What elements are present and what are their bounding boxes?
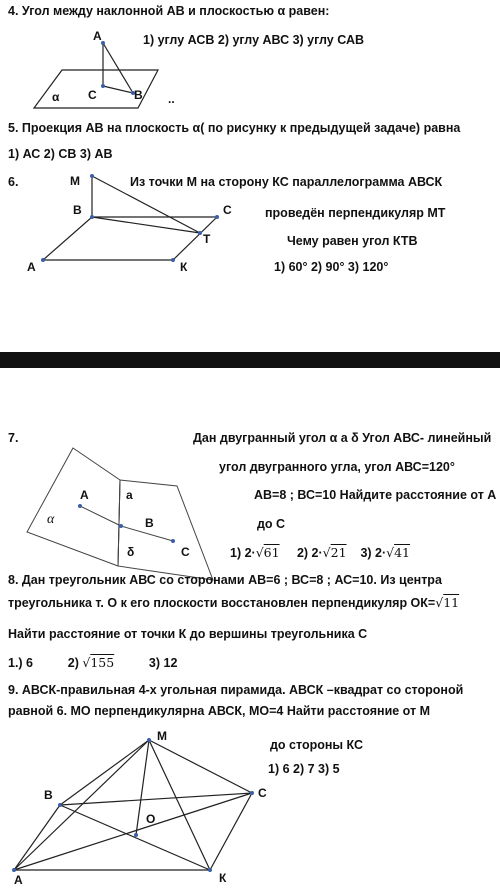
q9-point-o bbox=[134, 833, 138, 837]
q7-point-b bbox=[119, 524, 123, 528]
q9-label-k: К bbox=[219, 871, 227, 885]
q8-option2-prefix: 2) bbox=[67, 656, 79, 670]
q7-option3-radicand: 41 bbox=[394, 545, 411, 560]
q8-line1: 8. Дан треугольник АВС со сторонами АВ=6 ; ВС=8 ; АС=10. Из центра bbox=[8, 573, 442, 587]
q6-point-t bbox=[198, 231, 202, 235]
q9-edge-ma bbox=[14, 740, 149, 870]
q6-point-c bbox=[215, 215, 219, 219]
q9-label-o: О bbox=[146, 812, 156, 826]
q9-point-k bbox=[208, 868, 212, 872]
q7-point-c bbox=[171, 539, 175, 543]
q6-point-k bbox=[171, 258, 175, 262]
q9-label-c: С bbox=[258, 786, 267, 800]
q7-line2: угол двугранного угла, угол АВС=120° bbox=[219, 460, 455, 474]
q9-figure bbox=[14, 740, 252, 870]
q7-option2-sqrt-sign: √ bbox=[322, 545, 331, 560]
q9-point-a bbox=[12, 868, 16, 872]
q7-option2-radicand: 21 bbox=[330, 545, 347, 560]
q6-options: 1) 60° 2) 90° 3) 120° bbox=[274, 260, 389, 274]
q6-line3: Чему равен угол КТВ bbox=[287, 234, 418, 248]
q9-point-m bbox=[147, 738, 151, 742]
q6-label-m: М bbox=[70, 174, 80, 188]
q5-text: 5. Проекция АВ на плоскость α( по рисунку к предыдущей задаче) равна bbox=[8, 121, 461, 135]
q8-option2-radicand: 155 bbox=[90, 655, 115, 670]
q7-num: 7. bbox=[8, 431, 19, 445]
q7-options bbox=[230, 545, 410, 561]
q6-label-b: В bbox=[73, 203, 82, 217]
q7-option1-sqrt-sign: √ bbox=[255, 545, 264, 560]
q4-segment-ab bbox=[103, 43, 133, 93]
q4-options: 1) углу АСВ 2) углу АВС 3) углу САВ bbox=[143, 33, 364, 47]
q6-parallelogram bbox=[43, 217, 217, 260]
q9-point-b bbox=[58, 803, 62, 807]
q9-label-a: А bbox=[14, 873, 23, 887]
q7-line1: Дан двугранный угол α а δ Угол АВС- линейный bbox=[193, 431, 492, 445]
q8-option2-sqrt-sign: √ bbox=[82, 655, 91, 670]
q7-point-a bbox=[78, 504, 82, 508]
q8-line3: Найти расстояние от точки К до вершины треугольника С bbox=[8, 627, 368, 641]
q8-line2 bbox=[8, 595, 459, 611]
q6-label-k: К bbox=[180, 260, 188, 274]
section-divider bbox=[0, 352, 500, 368]
q7-label-alpha: α bbox=[47, 512, 55, 527]
q7-option1-radicand: 61 bbox=[263, 545, 280, 560]
q4-label-c: С bbox=[88, 88, 97, 102]
q5-options: 1) АС 2) СВ 3) АВ bbox=[8, 147, 113, 161]
q6-point-a bbox=[41, 258, 45, 262]
q9-edge-mb bbox=[60, 740, 149, 805]
q6-point-m bbox=[90, 174, 94, 178]
q7-line3: АВ=8 ; ВС=10 Найдите расстояние от А bbox=[254, 488, 497, 502]
q6-label-t: Т bbox=[203, 232, 211, 246]
q6-num: 6. bbox=[8, 175, 19, 189]
q4-text: 4. Угол между наклонной АВ и плоскостью α равен: bbox=[8, 4, 330, 18]
q7-option1-prefix: 1) 2· bbox=[230, 546, 256, 560]
q7-edge bbox=[118, 480, 120, 566]
q9-line2: равной 6. МО перпендикулярна АВСК, МО=4 Найти расстояние от М bbox=[8, 704, 431, 718]
q8-option1: 1.) 6 bbox=[8, 656, 34, 670]
q9-line3: до стороны КС bbox=[270, 738, 364, 752]
q4-label-alpha: α bbox=[52, 90, 60, 104]
q8-option3: 3) 12 bbox=[148, 656, 178, 670]
q8-options bbox=[8, 655, 177, 671]
q6-label-a: А bbox=[27, 260, 36, 274]
q7-plane-alpha bbox=[27, 448, 120, 566]
q6-line2: проведён перпендикуляр МТ bbox=[265, 206, 446, 220]
q8-sqrt-sign: √ bbox=[435, 595, 444, 610]
q7-option2-prefix: 2) 2· bbox=[296, 546, 323, 560]
q7-label-delta: δ bbox=[127, 545, 135, 559]
q7-option3-sqrt-sign: √ bbox=[386, 545, 395, 560]
q4-label-a: А bbox=[93, 29, 102, 43]
q7-label-a: А bbox=[80, 488, 89, 502]
q9-label-m: М bbox=[157, 729, 167, 743]
q9-label-b: В bbox=[44, 788, 53, 802]
q4-segment-cb bbox=[103, 86, 133, 93]
q7-figure bbox=[27, 448, 213, 580]
q6-line1: Из точки М на сторону КС параллелограмма АВСК bbox=[130, 175, 443, 189]
q7-line4: до С bbox=[257, 517, 286, 531]
q7-option3-prefix: 3) 2· bbox=[360, 546, 387, 560]
q7-label-c: С bbox=[181, 545, 190, 559]
q6-label-c: С bbox=[223, 203, 232, 217]
q9-options: 1) 6 2) 7 3) 5 bbox=[268, 762, 340, 776]
q6-point-b bbox=[90, 215, 94, 219]
q4-point-c bbox=[101, 84, 105, 88]
q9-edge-mk bbox=[149, 740, 210, 870]
q8-radicand: 11 bbox=[443, 595, 460, 610]
q9-point-c bbox=[250, 791, 254, 795]
q7-label-b: В bbox=[145, 516, 154, 530]
q9-edge-mc bbox=[149, 740, 252, 793]
q4-label-b: В bbox=[134, 88, 143, 102]
q7-segment-ab bbox=[80, 506, 121, 526]
q4-label-dots: .. bbox=[168, 92, 175, 106]
q9-diagonal-bk bbox=[60, 805, 210, 870]
q8-line2-prefix: треугольника т. О к его плоскости восстановлен перпендикуляр ОК= bbox=[8, 596, 436, 610]
q7-label-a-lower: а bbox=[126, 488, 133, 502]
q9-line1: 9. АВСК-правильная 4-х угольная пирамида. АВСК –квадрат со стороной bbox=[8, 683, 464, 697]
